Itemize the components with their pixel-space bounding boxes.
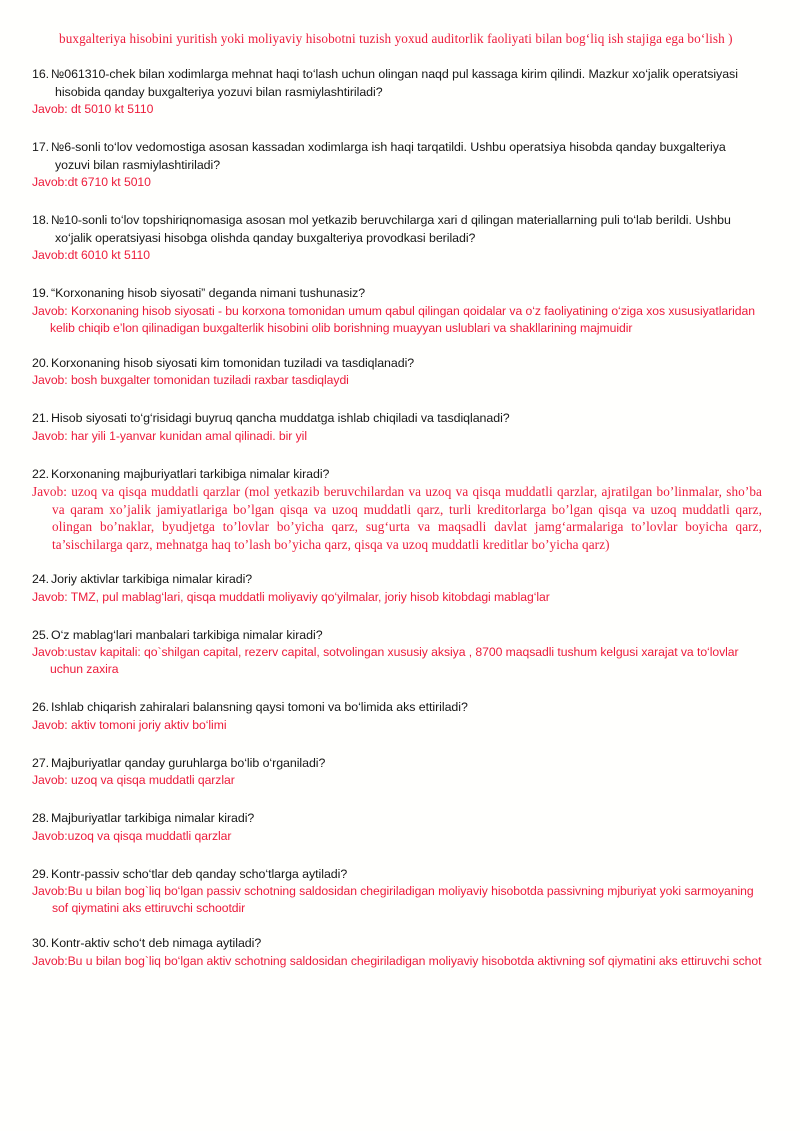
qa-item-22: [32, 466, 762, 554]
question-text: [32, 810, 762, 828]
spacer: [32, 559, 762, 571]
qa-item-18: [32, 212, 762, 264]
question-body: №6-sonli to‘lov vedomostiga asosan kassadan xodimlarga ish haqi tarqatildi. Ushbu operatsiya hisobda qanday buxgalteriya yozuvi bilan rasmiylashtiriladi?: [51, 140, 726, 172]
spacer: [32, 740, 762, 755]
answer-text: Javob: dt 5010 kt 5110: [32, 102, 154, 116]
answer-text: Javob: aktiv tomoni joriy aktiv bo‘limi: [32, 717, 227, 732]
question-text: [32, 699, 762, 717]
question-body: Korxonaning majburiyatlari tarkibiga nimalar kiradi?: [51, 466, 330, 481]
question-number: 26.: [32, 700, 50, 714]
question-body: Korxonaning hisob siyosati kim tomonidan tuziladi va tasdiqlanadi?: [51, 355, 415, 370]
qa-item-30: [32, 935, 762, 970]
intro-text: buxgalteriya hisobini yuritish yoki moliyaviy hisobotni tuzish yoxud auditorlik faoliyati bilan bog‘liq ish stajiga ega bo‘lish ): [59, 31, 733, 46]
question-number: 29.: [32, 866, 50, 881]
question-number: 30.: [32, 936, 50, 950]
question-body: №061310-chek bilan xodimlarga mehnat haqi to‘lash uchun olingan naqd pul kassaga kirim qilindi. Mazkur xo‘jalik operatsiyasi hisobida qanday buxgalteriya yozuvi bilan rasmiylashtiriladi?: [51, 67, 738, 99]
question-text: [32, 627, 762, 645]
answer-text: Javob: uzoq va qisqa muddatli qarzlar: [32, 773, 235, 787]
qa-item-21: [32, 410, 762, 445]
question-text: [32, 355, 762, 373]
qa-item-28: [32, 810, 762, 845]
question-body: Kontr-passiv scho‘tlar deb qanday scho‘tlarga aytiladi?: [51, 866, 348, 881]
question-body: Joriy aktivlar tarkibiga nimalar kiradi?: [51, 572, 253, 586]
answer-text: Javob:Bu u bilan bog`liq bo‘lgan passiv schotning saldosidan chegiriladigan moliyaviy hisobotda passivning mjburiyat yoki sarmoyaning sof qiymatini aks ettiruvchi schootdir: [32, 884, 754, 915]
question-body: “Korxonaning hisob siyosati” deganda nimani tushunasiz?: [51, 286, 366, 300]
spacer: [32, 395, 762, 410]
answer-text: Javob:dt 6010 kt 5110: [32, 248, 150, 262]
question-number: 18.: [32, 213, 50, 227]
question-text: [32, 285, 762, 303]
question-text: [32, 212, 762, 247]
question-text: [32, 139, 762, 174]
answer-text: Javob: har yili 1-yanvar kunidan amal qilinadi. bir yil: [32, 428, 307, 443]
spacer: [32, 612, 762, 627]
answer-text: Javob: Korxonaning hisob siyosati - bu korxona tomonidan umum qabul qilingan qoidalar va o‘z faoliyatining o‘ziga xos xususiyatlaridan kelib chiqib e’lon qilinadigan buxgalterlik hisobini olib borishning muayyan uslublari va shakllarining majmuidir: [32, 303, 755, 335]
spacer: [32, 923, 762, 935]
answer-text: Javob:Bu u bilan bog`liq bo‘lgan aktiv schotning saldosidan chegiriladigan moliyaviy hisobotda aktivning sof qiymatini aks ettiruvchi schot: [32, 953, 762, 968]
answer-text: Javob: TMZ, pul mablag‘lari, qisqa muddatli moliyaviy qo‘yilmalar, joriy hisob kitobdagi mablag‘lar: [32, 589, 550, 604]
spacer: [32, 197, 762, 212]
question-body: №10-sonli to‘lov topshiriqnomasiga asosan mol yetkazib beruvchilarga xari d qilingan materiallarning puli to‘lab berildi. Ushbu xo‘jalik operatsiyasi hisobga olishda qanday buxgalteriya provodkasi beriladi?: [51, 213, 731, 245]
question-text: [32, 755, 762, 773]
question-body: Majburiyatlar tarkibiga nimalar kiradi?: [51, 811, 255, 825]
answer-text: Javob:uzoq va qisqa muddatli qarzlar: [32, 828, 232, 843]
question-number: 25.: [32, 627, 50, 642]
question-number: 24.: [32, 572, 50, 586]
qa-item-16: [32, 66, 762, 118]
question-number: 16.: [32, 67, 50, 81]
question-number: 21.: [32, 411, 50, 425]
question-number: 27.: [32, 755, 50, 770]
question-text: [32, 66, 762, 101]
spacer: [32, 270, 762, 285]
qa-item-17: [32, 139, 762, 191]
spacer: [32, 451, 762, 466]
qa-item-26: [32, 699, 762, 734]
intro-paragraph: [32, 30, 762, 48]
question-body: Kontr-aktiv scho‘t deb nimaga aytiladi?: [51, 936, 262, 950]
spacer: [32, 343, 762, 355]
qa-item-25: [32, 627, 762, 679]
question-text: [32, 571, 762, 589]
answer-text: Javob:dt 6710 kt 5010: [32, 175, 151, 189]
question-text: [32, 410, 762, 428]
spacer: [32, 124, 762, 139]
spacer: [32, 851, 762, 866]
question-body: O‘z mablag‘lari manbalari tarkibiga nimalar kiradi?: [51, 627, 323, 642]
question-number: 17.: [32, 140, 50, 154]
answer-text: Javob: bosh buxgalter tomonidan tuziladi raxbar tasdiqlaydi: [32, 373, 349, 387]
qa-item-19: [32, 285, 762, 337]
question-number: 19.: [32, 286, 50, 300]
spacer: [32, 795, 762, 810]
qa-item-24: [32, 571, 762, 606]
question-text: [32, 866, 762, 884]
spacer: [32, 684, 762, 699]
answer-text: Javob: uzoq va qisqa muddatli qarzlar (mol yetkazib beruvchilardan va uzoq va qisqa muddatli qarzlar, ajratilgan bo’linmalar, sho’ba va qaram xo’jalik jamiyatlariga bo’lgan qisqa va uzoq muddatli qarz, turli kreditorlarga bo’lgan qisqa va uzoq muddatli qarz, olingan bo’naklar, byudjetga to’lovlar bo’yicha qarz, sug‘urta va maqsadli davlat jamg‘armalariga to’lovlar boyicha qarz, ta’sischilarga qarz, mehnatga haq to’lash bo’yicha qarz, qisqa va uzoq muddatli kreditlar bo’yicha qarz): [32, 484, 762, 552]
question-number: 22.: [32, 466, 50, 481]
answer-text: Javob:ustav kapitali: qo`shilgan capital, rezerv capital, sotvolingan xususiy aksiya , 8700 maqsadli tushum kelgusi xarajat va to‘lovlar uchun zaxira: [32, 645, 739, 676]
question-number: 28.: [32, 811, 50, 825]
question-text: [32, 935, 762, 953]
question-text: [32, 466, 762, 484]
question-body: Hisob siyosati to‘g‘risidagi buyruq qancha muddatga ishlab chiqiladi va tasdiqlanadi?: [51, 411, 510, 425]
qa-item-27: [32, 755, 762, 790]
question-body: Majburiyatlar qanday guruhlarga bo‘lib o‘rganiladi?: [51, 755, 326, 770]
qa-item-20: [32, 355, 762, 390]
qa-item-29: [32, 866, 762, 918]
question-body: Ishlab chiqarish zahiralari balansning qaysi tomoni va bo‘limida aks ettiriladi?: [51, 700, 468, 714]
question-number: 20.: [32, 355, 50, 370]
